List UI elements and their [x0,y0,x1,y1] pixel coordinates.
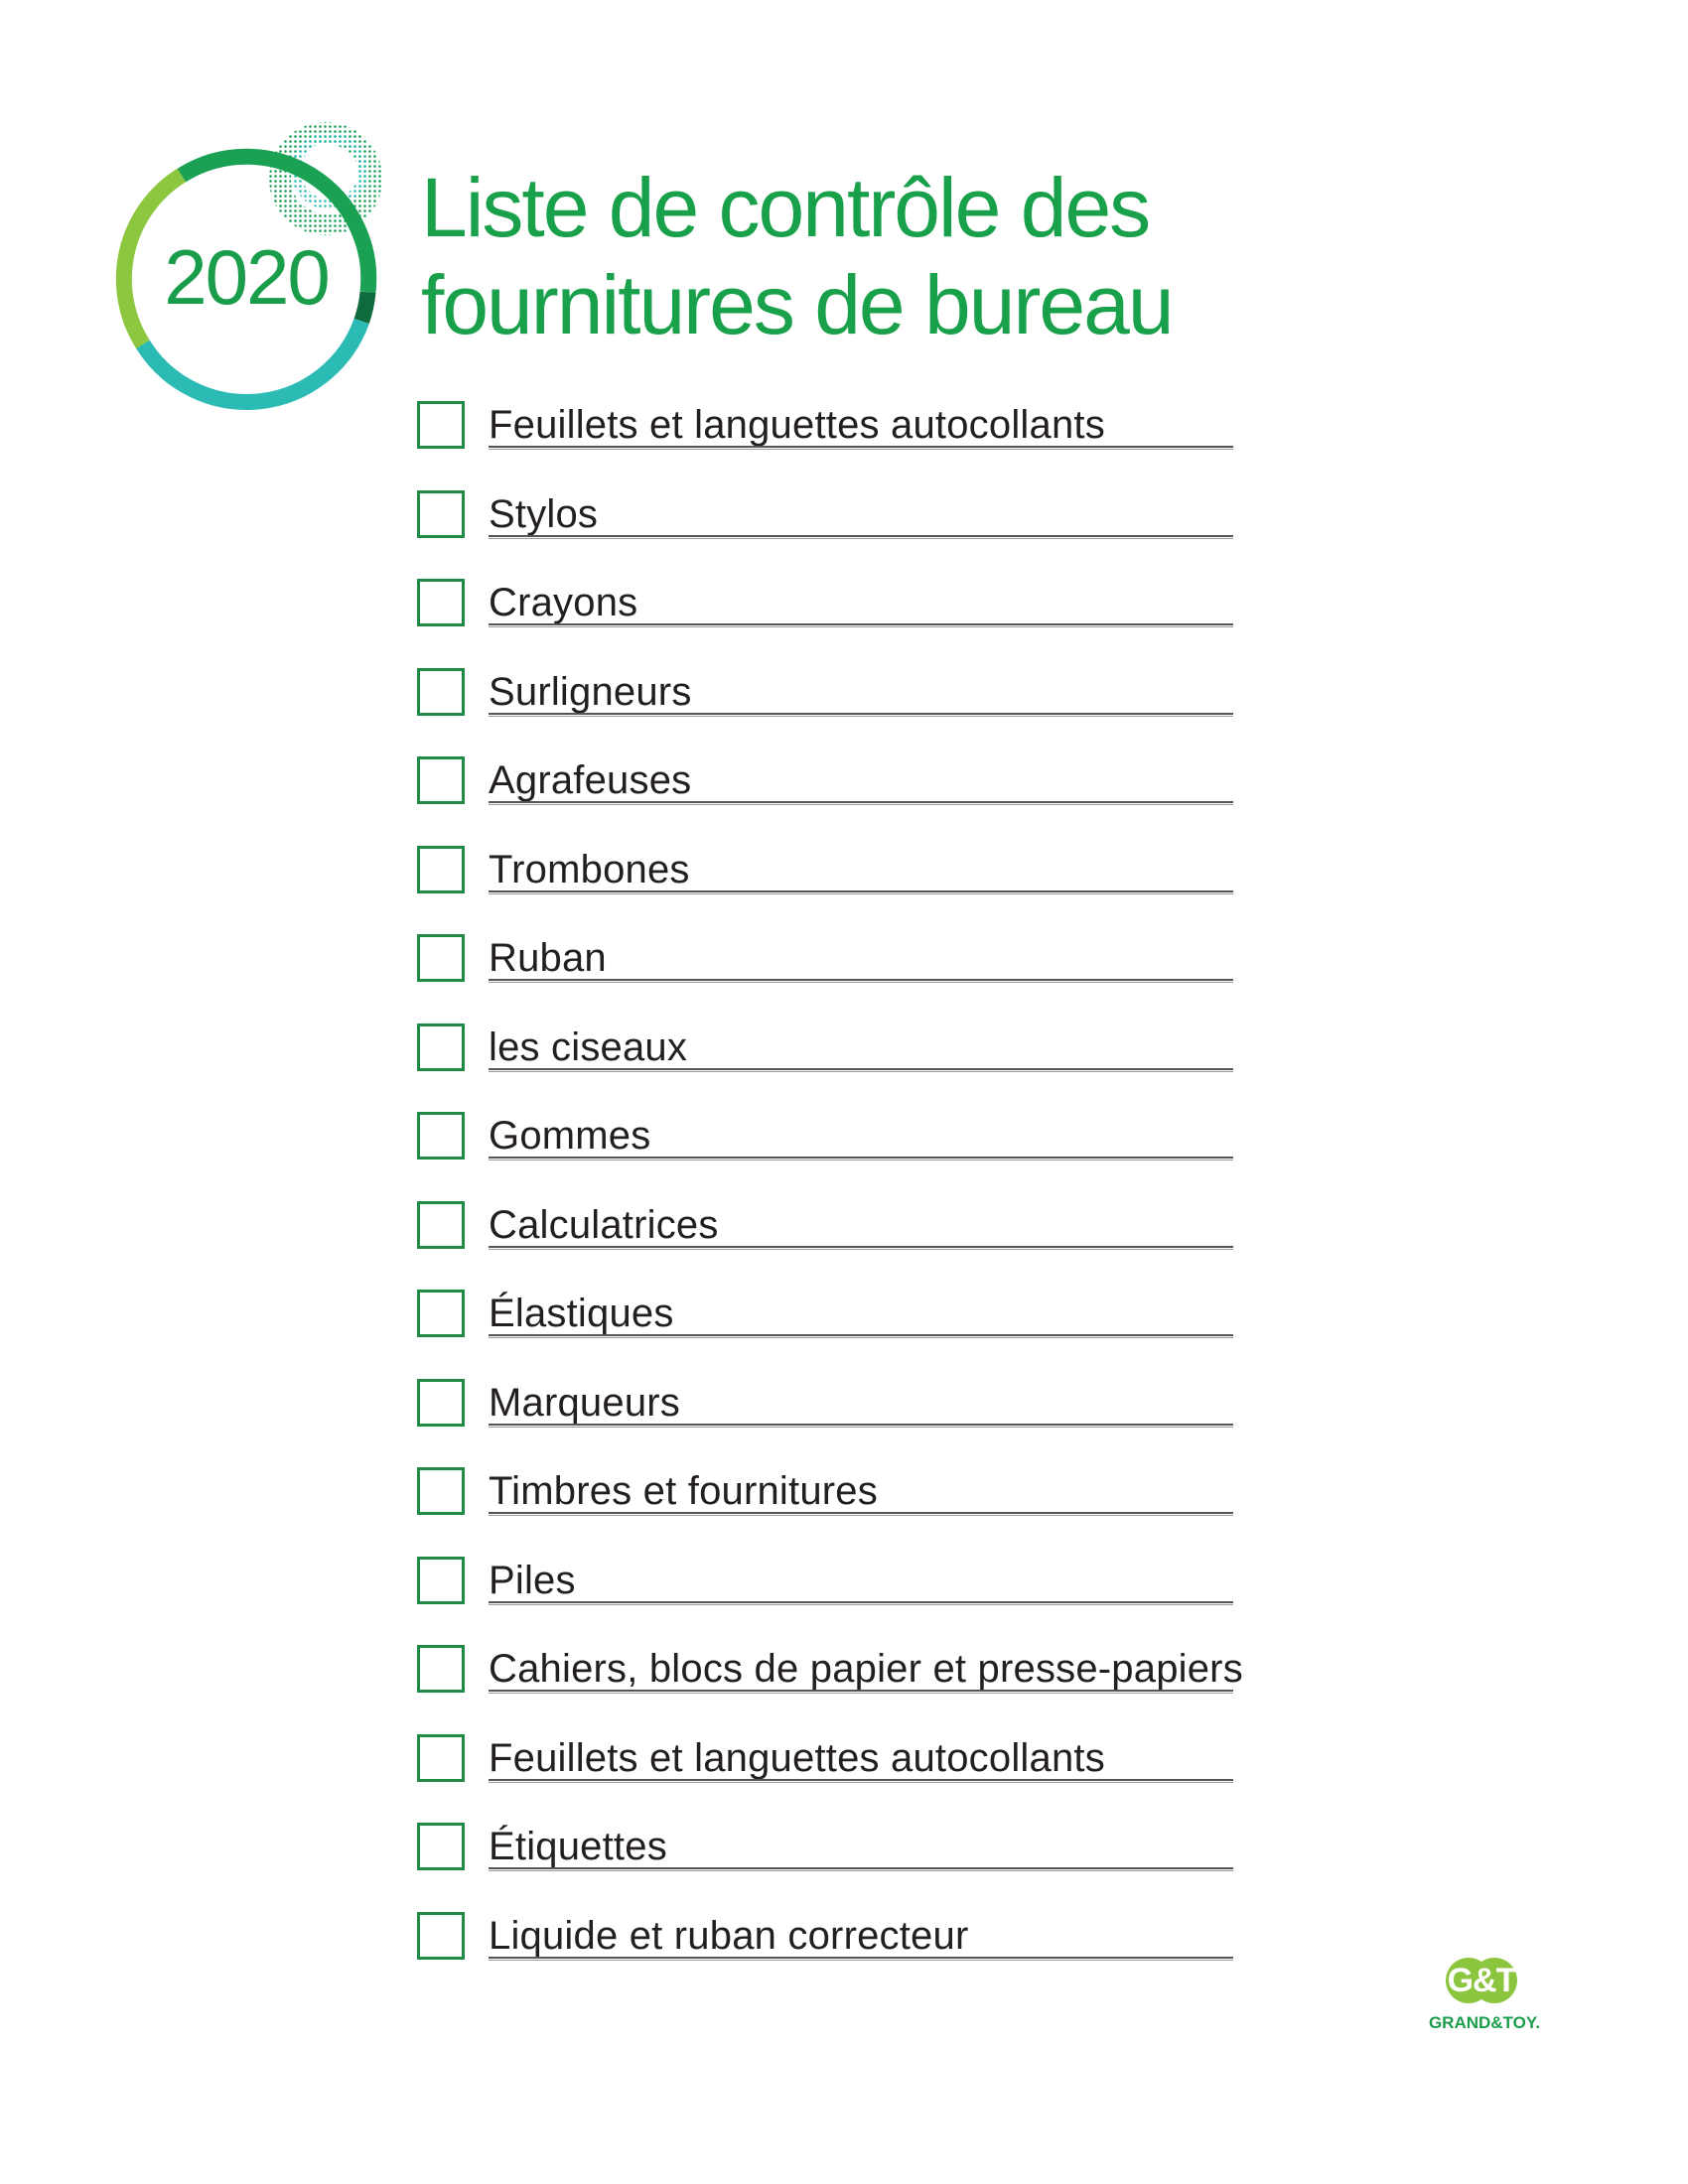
title-line-2: fournitures de bureau [421,258,1173,351]
checklist-item [417,1112,1360,1201]
checklist-item-label: Crayons [489,581,638,624]
supply-checklist [417,401,1360,2000]
checklist-item-label: Feuillets et languettes autocollants [489,403,1105,447]
checklist-item-label: Cahiers, blocs de papier et presse-papiers [489,1647,1243,1691]
checklist-item-label: Agrafeuses [489,758,692,802]
write-in-line [489,979,1233,981]
write-in-line [489,1867,1233,1869]
checkbox[interactable] [417,1823,465,1870]
page-title [421,159,1173,353]
checkbox[interactable] [417,1201,465,1249]
checklist-item-label: Piles [489,1558,576,1602]
checklist-item [417,846,1360,935]
checklist-item [417,1467,1360,1557]
checklist-item [417,490,1360,580]
checklist-item [417,1645,1360,1734]
checklist-item [417,1912,1360,2001]
checklist-item [417,934,1360,1024]
checklist-item-label: Calculatrices [489,1202,719,1247]
checklist-item-label: Liquide et ruban correcteur [489,1913,969,1958]
checkbox[interactable] [417,401,465,449]
write-in-line [489,890,1233,892]
checklist-item [417,756,1360,846]
checklist-item-label: Surligneurs [489,669,692,714]
checkbox[interactable] [417,579,465,626]
write-in-line [489,1779,1233,1781]
checkbox[interactable] [417,934,465,982]
checkbox[interactable] [417,1557,465,1604]
checklist-item-label: Ruban [489,936,607,980]
checklist-item [417,1024,1360,1113]
checkbox[interactable] [417,1912,465,1960]
checkbox[interactable] [417,490,465,538]
checklist-item [417,1823,1360,1912]
checkbox[interactable] [417,1645,465,1693]
checkbox[interactable] [417,756,465,804]
checkbox[interactable] [417,1467,465,1515]
year-label: 2020 [164,233,329,321]
checkbox[interactable] [417,846,465,893]
title-line-1: Liste de contrôle des [421,161,1150,254]
write-in-line [489,1334,1233,1336]
checklist-item-label: Feuillets et languettes autocollants [489,1735,1105,1780]
checklist-item [417,1734,1360,1824]
logo-mark-text: G&T [1447,1962,1516,1999]
write-in-line [489,713,1233,715]
checklist-item-label: Timbres et fournitures [489,1469,878,1513]
write-in-line [489,535,1233,537]
checkbox[interactable] [417,1112,465,1160]
checklist-item [417,579,1360,668]
checklist-item [417,668,1360,757]
year-badge [99,109,397,427]
logo-mark-icon [1446,1958,1517,2005]
write-in-line [489,1690,1233,1692]
checklist-item [417,1379,1360,1468]
grand-and-toy-logo [1410,1958,1559,2037]
checkbox[interactable] [417,1734,465,1782]
checklist-item-label: Stylos [489,491,599,536]
checklist-item [417,1290,1360,1379]
write-in-line [489,801,1233,803]
write-in-line [489,1157,1233,1159]
checkbox[interactable] [417,1024,465,1071]
write-in-line [489,1601,1233,1603]
checklist-item-label: Élastiques [489,1292,674,1335]
checkbox[interactable] [417,1290,465,1337]
checkbox[interactable] [417,1379,465,1427]
checklist-item [417,401,1360,490]
checklist-item-label: Étiquettes [489,1825,667,1868]
checklist-item-label: Gommes [489,1114,651,1158]
write-in-line [489,1424,1233,1426]
checklist-item [417,1557,1360,1646]
write-in-line [489,1068,1233,1070]
logo-wordmark: GRAND&TOY. [1428,2013,1541,2032]
checklist-item-label: les ciseaux [489,1024,688,1069]
checklist-item-label: Marqueurs [489,1380,680,1425]
write-in-line [489,1246,1233,1248]
checklist-item [417,1201,1360,1291]
checkbox[interactable] [417,668,465,716]
write-in-line [489,1957,1233,1959]
write-in-line [489,623,1233,625]
checklist-item-label: Trombones [489,847,690,891]
write-in-line [489,446,1233,448]
write-in-line [489,1512,1233,1514]
